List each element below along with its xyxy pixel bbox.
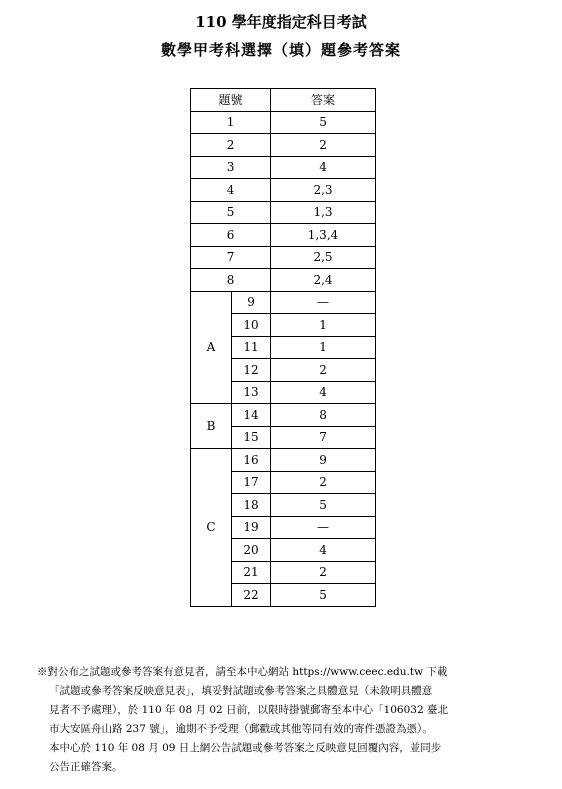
table-row: [191, 156, 376, 179]
answer-value: 2: [271, 471, 376, 494]
note-line: 本中心於 110 年 08 月 09 日上網公告試題或參考答案之反映意見回覆內容，並同步: [49, 742, 442, 754]
answer-value: 1: [271, 314, 376, 337]
page-subtitle: 數學甲考科選擇（填）題參考答案: [160, 41, 401, 59]
answer-value: 8: [271, 404, 376, 427]
answer-value: 4: [271, 381, 376, 404]
answer-value: 1,3,4: [271, 224, 376, 247]
note-line: 見者不予處理），於 110 年 08 月 02 日前，以限時掛號郵寄至本中心「106032 臺北: [49, 704, 448, 716]
question-number: 1: [191, 111, 271, 134]
table-row: [191, 224, 376, 247]
question-number: 2: [191, 134, 271, 157]
answer-value: 1: [271, 336, 376, 359]
answer-value: 2,5: [271, 246, 376, 269]
table-row: [191, 134, 376, 157]
question-number: 10: [232, 314, 271, 337]
answer-value: 4: [271, 539, 376, 562]
table-row: [191, 111, 376, 134]
answer-value: 5: [271, 494, 376, 517]
answer-value: 4: [271, 156, 376, 179]
question-number: 18: [232, 494, 271, 517]
table-row: [191, 201, 376, 224]
group-label: A: [191, 291, 232, 404]
table-row: [191, 291, 376, 314]
answer-value: 2: [271, 359, 376, 382]
answer-value: 2,4: [271, 269, 376, 292]
answer-value: —: [271, 291, 376, 314]
question-number: 12: [232, 359, 271, 382]
question-number: 16: [232, 449, 271, 472]
column-header-question: 題號: [191, 89, 271, 112]
table-row: [191, 449, 376, 472]
question-number: 5: [191, 201, 271, 224]
table-row: [191, 269, 376, 292]
answer-value: —: [271, 516, 376, 539]
answer-value: 7: [271, 426, 376, 449]
question-number: 3: [191, 156, 271, 179]
note-line: 市大安區舟山路 237 號」，逾期不予受理（郵戳或其他等同有效的寄件憑證為憑）。: [49, 723, 433, 735]
notes-block: [37, 663, 532, 777]
question-number: 14: [232, 404, 271, 427]
question-number: 6: [191, 224, 271, 247]
question-number: 9: [232, 291, 271, 314]
table-row: [191, 246, 376, 269]
note-line: ※對公布之試題或參考答案有意見者，請至本中心網站 https://www.ceec.edu.tw 下載: [37, 666, 448, 678]
question-number: 19: [232, 516, 271, 539]
question-number: 13: [232, 381, 271, 404]
group-label: C: [191, 449, 232, 607]
question-number: 22: [232, 584, 271, 607]
question-number: 17: [232, 471, 271, 494]
note-line: 「試題或參考答案反映意見表」，填妥對試題或參考答案之具體意見（未敘明具體意: [49, 685, 433, 697]
answer-value: 2: [271, 561, 376, 584]
answer-value: 1,3: [271, 201, 376, 224]
question-number: 21: [232, 561, 271, 584]
table-header-row: [191, 89, 376, 112]
answer-value: 5: [271, 584, 376, 607]
question-number: 15: [232, 426, 271, 449]
table-row: [191, 179, 376, 202]
question-number: 11: [232, 336, 271, 359]
answer-value: 2,3: [271, 179, 376, 202]
column-header-answer: 答案: [271, 89, 376, 112]
answer-table: [190, 88, 376, 607]
note-line: 公告正確答案。: [49, 761, 123, 773]
table-row: [191, 404, 376, 427]
page-title: 110 學年度指定科目考試: [195, 13, 367, 31]
question-number: 20: [232, 539, 271, 562]
question-number: 4: [191, 179, 271, 202]
answer-value: 9: [271, 449, 376, 472]
answer-value: 5: [271, 111, 376, 134]
group-label: B: [191, 404, 232, 449]
answer-value: 2: [271, 134, 376, 157]
question-number: 8: [191, 269, 271, 292]
question-number: 7: [191, 246, 271, 269]
